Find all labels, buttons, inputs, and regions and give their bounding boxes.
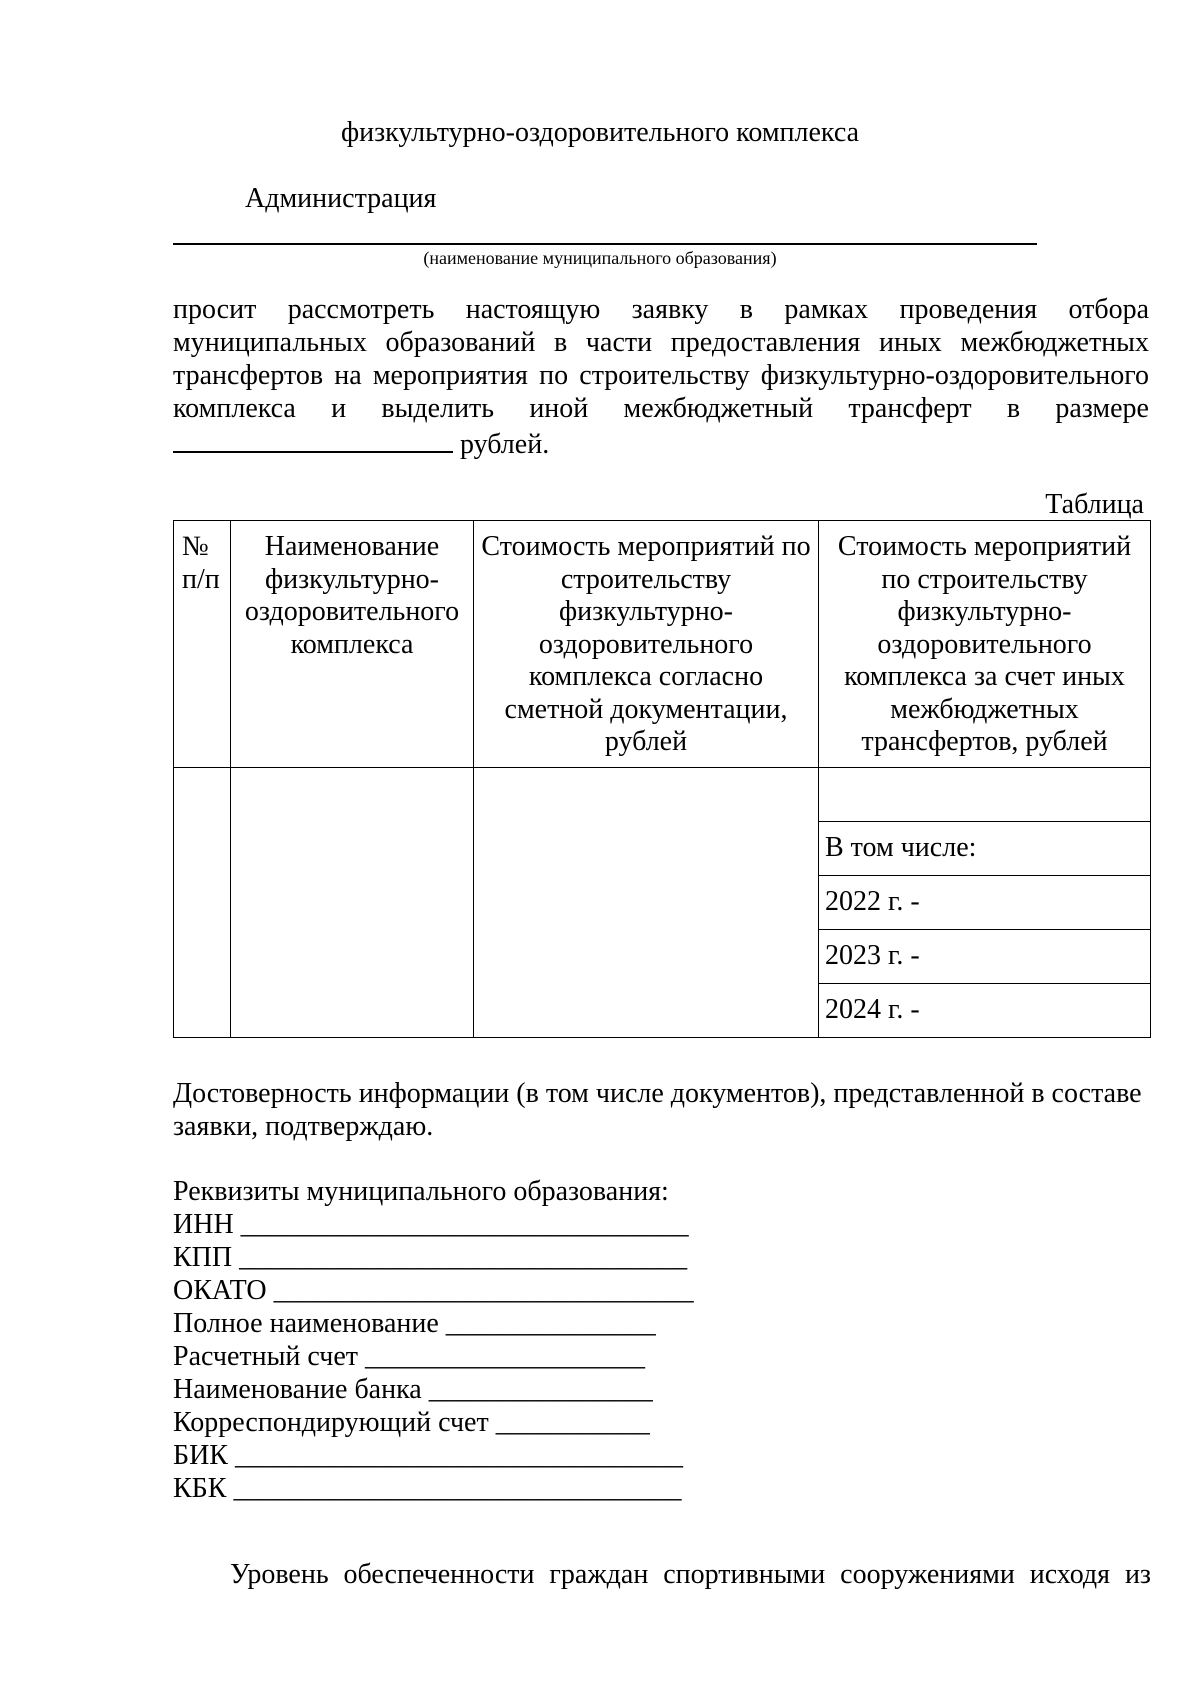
requisite-inn <box>173 1208 694 1241</box>
document-heading: физкультурно-оздоровительного комплекса <box>340 117 860 148</box>
column-header-number: № п/п <box>174 521 231 768</box>
requisite-input-line[interactable]: ___________ <box>495 1407 650 1438</box>
request-line: муниципальных образований в части предоставления иных межбюджетных <box>173 327 1149 358</box>
cell-transfer-total[interactable] <box>819 767 1151 821</box>
amount-blank-field[interactable] <box>173 425 453 453</box>
requisite-input-line[interactable]: _______________ <box>445 1308 656 1339</box>
requisite-input-line[interactable]: ________________________________ <box>240 1209 689 1240</box>
table-row <box>174 767 1151 821</box>
requisite-full-name <box>173 1307 694 1340</box>
requisite-label: БИК <box>173 1440 228 1471</box>
requisite-okato <box>173 1274 694 1307</box>
requisite-label: Наименование банка <box>173 1374 422 1405</box>
administration-label: Администрация <box>245 183 437 214</box>
municipality-name-line[interactable] <box>173 243 1037 245</box>
confirmation-text: Достоверность информации (в том числе документов), представленной в составе заявки, подтверждаю. <box>173 1078 1142 1142</box>
requisite-label: ИНН <box>173 1209 234 1240</box>
cell-complex-name[interactable] <box>231 767 474 1037</box>
requisite-kbk <box>173 1472 694 1505</box>
requisite-account <box>173 1340 694 1373</box>
requisite-label: Корреспондирующий счет <box>173 1407 489 1438</box>
request-line: трансфертов на мероприятия по строительству физкультурно-оздоровительного <box>173 360 1149 391</box>
requisite-input-line[interactable]: ________________________________ <box>233 1473 682 1504</box>
requisites-title: Реквизиты муниципального образования: <box>173 1176 669 1207</box>
requisite-input-line[interactable]: ________________________________ <box>234 1440 683 1471</box>
rubles-suffix: рублей. <box>453 429 550 460</box>
table-label: Таблица <box>1045 489 1144 520</box>
table-header-row <box>174 521 1151 768</box>
requisites-block <box>173 1175 694 1505</box>
cost-table <box>173 520 1151 1038</box>
request-line: комплекса и выделить иной межбюджетный трансферт в размере <box>173 393 1149 424</box>
requisite-input-line[interactable]: ________________________________ <box>239 1242 688 1273</box>
cell-number[interactable] <box>174 767 231 1037</box>
cell-including-label: В том числе: <box>819 821 1151 875</box>
requisite-label: Полное наименование <box>173 1308 439 1339</box>
requisite-label: Расчетный счет <box>173 1341 359 1372</box>
cell-year-2022[interactable]: 2022 г. - <box>819 875 1151 929</box>
requisite-kpp <box>173 1241 694 1274</box>
cell-year-2023[interactable]: 2023 г. - <box>819 929 1151 983</box>
requisite-bik <box>173 1439 694 1472</box>
footer-paragraph: Уровень обеспеченности граждан спортивными сооружениями исходя из <box>230 1559 1151 1590</box>
requisite-label: ОКАТО <box>173 1275 267 1306</box>
requisite-corr-account <box>173 1406 694 1439</box>
municipality-name-caption: (наименование муниципального образования) <box>423 248 777 268</box>
column-header-transfer-cost: Стоимость мероприятий по строительству физкультурно-оздоровительного комплекса за счет иных межбюджетных трансфертов, рублей <box>819 521 1151 768</box>
requisite-input-line[interactable]: ________________ <box>428 1374 653 1405</box>
request-paragraph <box>173 293 1149 461</box>
column-header-estimate-cost: Стоимость мероприятий по строительству физкультурно-оздоровительного комплекса согласно сметной документации, рублей <box>474 521 819 768</box>
requisite-label: КПП <box>173 1242 233 1273</box>
request-line-amount <box>173 425 1149 461</box>
requisite-input-line[interactable]: ______________________________ <box>273 1275 694 1306</box>
requisite-bank-name <box>173 1373 694 1406</box>
requisite-input-line[interactable]: ____________________ <box>365 1341 646 1372</box>
cell-year-2024[interactable]: 2024 г. - <box>819 983 1151 1037</box>
column-header-complex-name: Наименование физкультурно-оздоровительного комплекса <box>231 521 474 768</box>
cell-estimate-cost[interactable] <box>474 767 819 1037</box>
requisite-label: КБК <box>173 1473 227 1504</box>
request-line: просит рассмотреть настоящую заявку в рамках проведения отбора <box>173 294 1149 325</box>
